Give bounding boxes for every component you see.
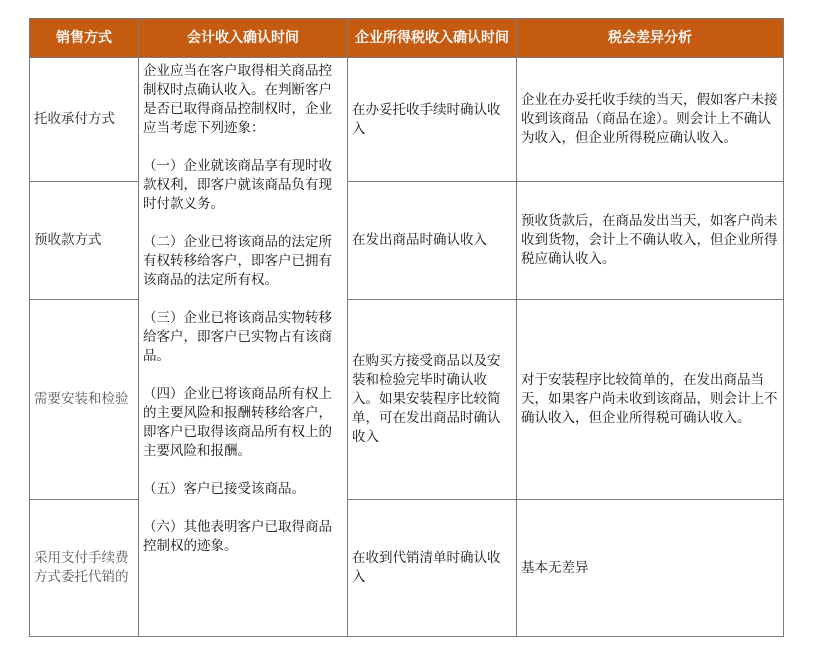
accounting-paragraph: （三）企业已将该商品实物转移给客户，即客户已实物占有该商品。 [143,310,332,364]
revenue-recognition-table [29,18,784,637]
method-cell: 采用支付手续费方式委托代销的 [30,500,139,637]
tax-recognition-text: 在收到代销清单时确认收入 [352,550,501,585]
tax-recognition-cell [348,300,517,500]
difference-cell [517,182,784,300]
difference-text: 对于安装程序比较简单的，在发出商品当天，如果客户尚未收到该商品，则会计上不确认收入，但企业所得税可确认收入。 [521,372,778,426]
difference-cell [517,500,784,637]
tax-recognition-cell [348,182,517,300]
accounting-paragraph: 企业应当在客户取得相关商品控制权时点确认收入。在判断客户是否已取得商品控制权时，企业应当考虑下列迹象： [143,63,332,136]
table-row [30,58,784,182]
accounting-paragraph: （二）企业已将该商品的法定所有权转移给客户，即客户已拥有该商品的法定所有权。 [143,234,332,288]
header-tax-recognition: 企业所得税收入确认时间 [348,19,517,58]
difference-text: 基本无差异 [521,559,589,576]
tax-recognition-text: 在购买方接受商品以及安装和检验完毕时确认收入。如果安装程序比较简单，可在发出商品时确认收入 [352,353,501,445]
tax-recognition-text: 在发出商品时确认收入 [352,232,487,248]
accounting-paragraph: （一）企业就该商品享有现时收款权利，即客户就该商品负有现时付款义务。 [143,158,332,212]
tax-recognition-text: 在办妥托收手续时确认收入 [352,101,501,137]
method-cell: 预收款方式 [30,182,139,300]
method-cell: 托收承付方式 [30,58,139,182]
method-cell: 需要安装和检验 [30,300,139,500]
header-difference-analysis: 税会差异分析 [517,19,784,58]
accounting-paragraph: （六）其他表明客户已取得商品控制权的迹象。 [143,519,332,554]
header-sales-method: 销售方式 [30,19,139,58]
difference-text: 预收货款后，在商品发出当天，如客户尚未收到货物，会计上不确认收入，但企业所得税应确认收入。 [521,213,778,267]
header-accounting-recognition: 会计收入确认时间 [139,19,348,58]
header-row [30,19,784,58]
difference-cell [517,58,784,182]
accounting-paragraph: （四）企业已将该商品所有权上的主要风险和报酬转移给客户，即客户已取得该商品所有权上的主要风险和报酬。 [143,386,332,459]
difference-cell [517,300,784,500]
accounting-recognition-cell [139,58,348,637]
tax-recognition-cell [348,58,517,182]
tax-recognition-cell [348,500,517,637]
accounting-paragraph: （五）客户已接受该商品。 [143,481,305,497]
difference-text: 企业在办妥托收手续的当天，假如客户未接收到该商品（商品在途）。则会计上不确认为收入，但企业所得税应确认收入。 [521,92,778,146]
